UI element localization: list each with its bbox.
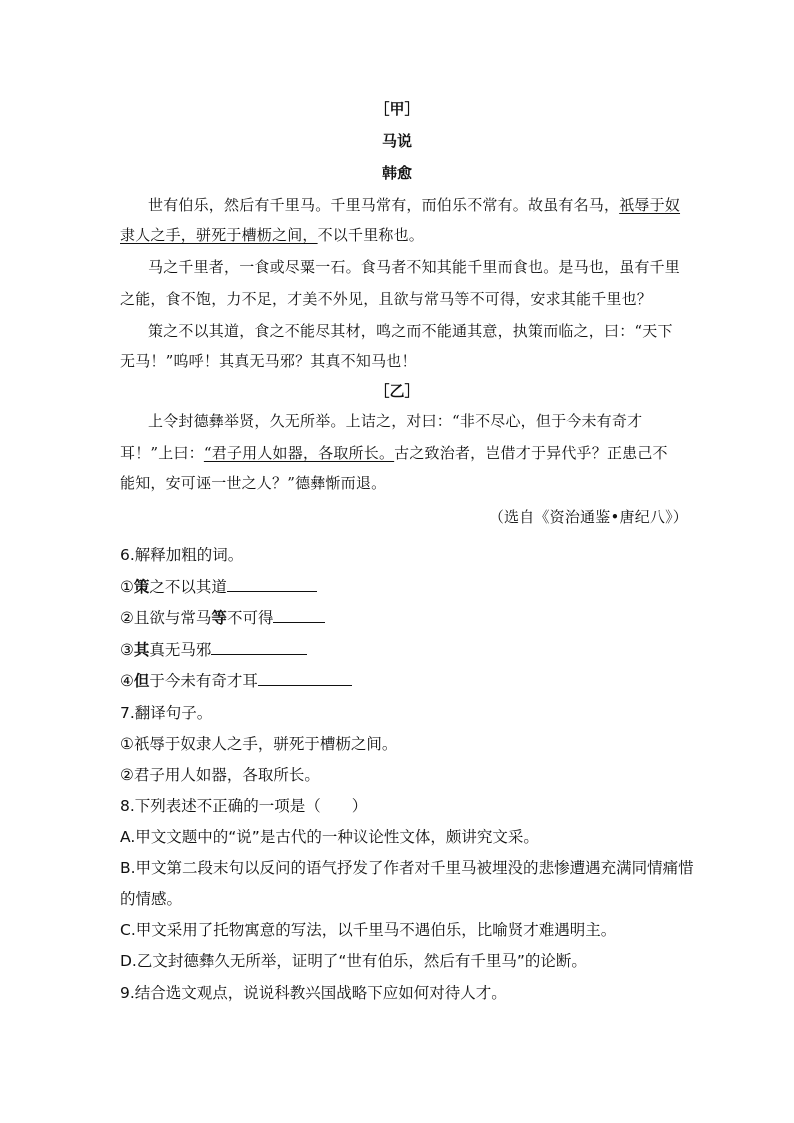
q6-4-number: ④ <box>120 672 134 690</box>
passage-jia-p2-line2: 之能，食不饱，力不足，才美不外见，且欲与常马等不可得，安求其能千里也？ <box>120 290 653 308</box>
q6-1-text: 之不以其道 <box>149 578 227 596</box>
question-6-item-1 <box>120 575 317 597</box>
passage-title: 马说 <box>381 132 412 150</box>
passage-jia-p2-line1: 马之千里者，一食或尽粟一石。食马者不知其能千里而食也。是马也，虽有千里 <box>148 258 681 276</box>
question-8: 8.下列表述不正确的一项是（ ） <box>120 797 368 815</box>
p1-line2-text: 不以千里称也。 <box>317 226 425 244</box>
q6-4-answer-blank[interactable] <box>258 671 352 686</box>
question-8-option-c: C.甲文采用了托物寓意的写法，以千里马不遇伯乐，比喻贤才难遇明主。 <box>120 921 617 939</box>
yi-line2-text-b: 古之致治者，岂借才于异代乎？正患己不 <box>394 444 668 462</box>
question-7-item-2: ②君子用人如器，各取所长。 <box>120 766 320 784</box>
q6-1-answer-blank[interactable] <box>227 577 317 592</box>
q6-2-number: ② <box>120 609 134 627</box>
passage-yi-label: ［乙］ <box>374 382 420 400</box>
q6-2-answer-blank[interactable] <box>273 608 325 623</box>
q6-1-number: ① <box>120 578 134 596</box>
passage-source: （选自《资治通鉴•唐纪八》） <box>488 508 688 526</box>
q6-3-answer-blank[interactable] <box>211 640 307 655</box>
passage-jia-p1-line2 <box>120 224 424 245</box>
q6-3-text: 真无马邪 <box>149 641 212 659</box>
passage-yi-line3: 能知，安可诬一世之人？”德彝惭而退。 <box>120 474 387 492</box>
p1-line2-underlined: 隶人之手，骈死于槽枥之间， <box>120 226 318 244</box>
question-8-option-b-line2: 的情感。 <box>120 890 183 908</box>
passage-jia-label: ［甲］ <box>374 100 420 118</box>
passage-jia-p3-line1: 策之不以其道，食之不能尽其材，鸣之而不能通其意，执策而临之，曰：“天下 <box>148 322 673 340</box>
q6-3-bold-word: 其 <box>133 641 150 659</box>
q6-4-bold-word: 但 <box>133 672 150 690</box>
passage-jia-p3-line2: 无马！”呜呼！其真无马邪？其真不知马也！ <box>120 352 417 370</box>
p1-line1-text: 世有伯乐，然后有千里马。千里马常有，而伯乐不常有。故虽有名马， <box>148 196 620 214</box>
p1-line1-underlined: 祇辱于奴 <box>619 196 681 214</box>
question-6-item-4 <box>120 669 352 691</box>
question-6: 6.解释加粗的词。 <box>120 546 244 564</box>
q6-1-bold-word: 策 <box>133 578 150 596</box>
passage-yi-line2 <box>120 442 668 463</box>
yi-line2-text-a: 耳！”上曰： <box>120 444 204 462</box>
passage-jia-p1-line1 <box>148 194 680 215</box>
q6-4-text: 于今未有奇才耳 <box>149 672 258 690</box>
q6-3-number: ③ <box>120 641 134 659</box>
question-6-item-3 <box>120 638 307 660</box>
q6-2-text: 不可得 <box>226 609 274 627</box>
q6-2-bold-word: 等 <box>211 609 227 627</box>
question-8-option-d: D.乙文封德彝久无所举，证明了“世有伯乐，然后有千里马”的论断。 <box>120 952 587 970</box>
question-6-item-2 <box>120 606 325 628</box>
question-7: 7.翻译句子。 <box>120 704 213 722</box>
question-7-item-1: ①祇辱于奴隶人之手，骈死于槽枥之间。 <box>120 735 398 753</box>
q6-2-text-pre: 且欲与常马 <box>133 609 212 627</box>
passage-yi-line1: 上令封德彝举贤，久无所举。上诘之，对曰：“非不尽心，但于今未有奇才 <box>148 412 643 430</box>
yi-line2-underlined: “君子用人如器，各取所长。 <box>203 444 395 462</box>
passage-author: 韩愈 <box>381 164 412 182</box>
question-8-option-b-line1: B.甲文第二段末句以反问的语气抒发了作者对千里马被埋没的悲惨遭遇充满同情痛惜 <box>120 859 694 877</box>
question-8-option-a: A.甲文文题中的“说”是古代的一种议论性文体，颇讲究文采。 <box>120 828 539 846</box>
question-9: 9.结合选文观点，说说科教兴国战略下应如何对待人才。 <box>120 984 507 1002</box>
